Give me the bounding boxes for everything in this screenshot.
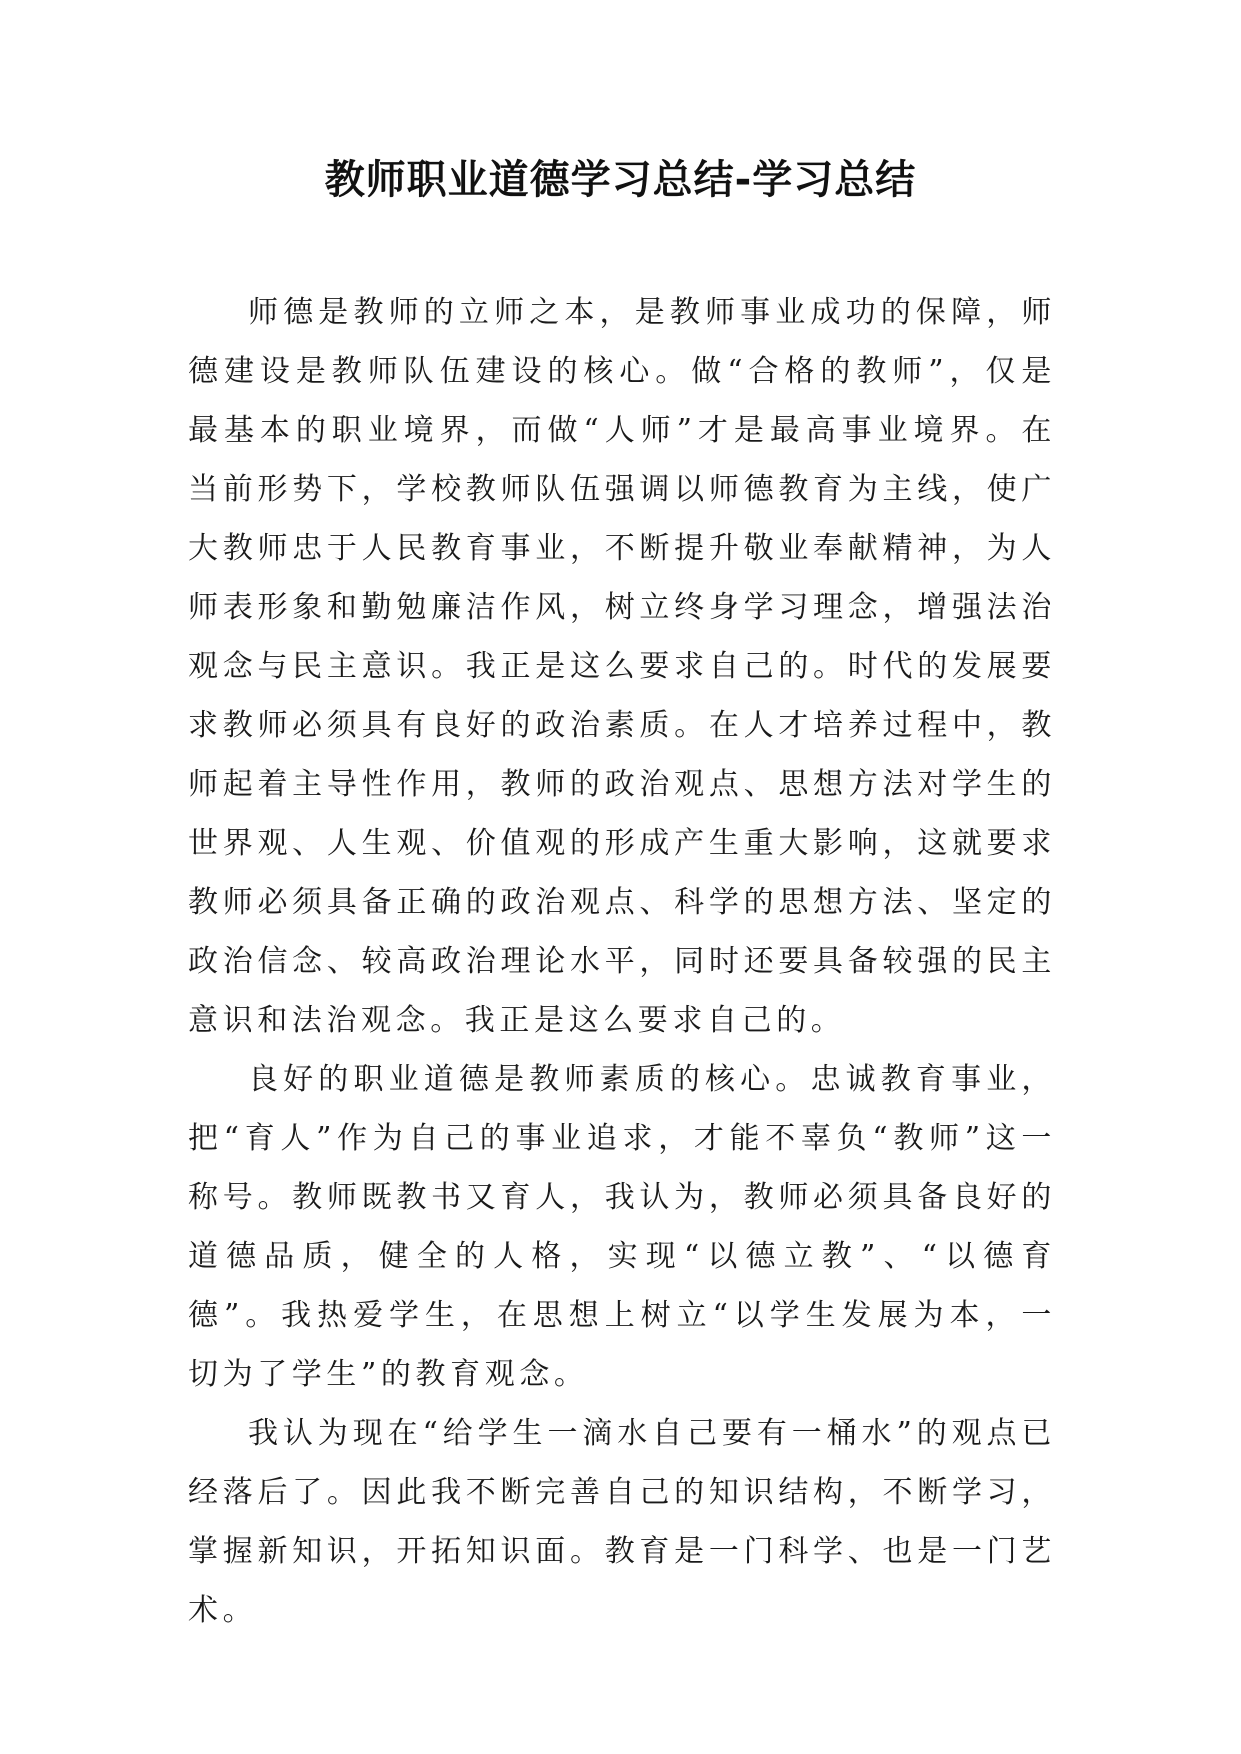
document-body — [188, 283, 1056, 1640]
body-paragraph-3: 我认为现在“给学生一滴水自己要有一桶水”的观点已经落后了。因此我不断完善自己的知识结构，不断学习，掌握新知识，开拓知识面。教育是一门科学、也是一门艺术。 — [188, 1416, 1056, 1628]
body-paragraph-2: 良好的职业道德是教师素质的核心。忠诚教育事业，把“育人”作为自己的事业追求，才能不辜负“教师”这一称号。教师既教书又育人，我认为，教师必须具备良好的道德品质，健全的人格，实现“以德立教”、“以德育德”。我热爱学生，在思想上树立“以学生发展为本，一切为了学生”的教育观念。 — [188, 1062, 1056, 1392]
document-title: 教师职业道德学习总结-学习总结 — [324, 157, 917, 203]
body-paragraph-1: 师德是教师的立师之本，是教师事业成功的保障，师德建设是教师队伍建设的核心。做“合格的教师”，仅是最基本的职业境界，而做“人师”才是最高事业境界。在当前形势下，学校教师队伍强调以师德教育为主线，使广大教师忠于人民教育事业，不断提升敬业奉献精神，为人师表形象和勤勉廉洁作风，树立终身学习理念，增强法治观念与民主意识。我正是这么要求自己的。时代的发展要求教师必须具有良好的政治素质。在人才培养过程中，教师起着主导性作用，教师的政治观点、思想方法对学生的世界观、人生观、价值观的形成产生重大影响，这就要求教师必须具备正确的政治观点、科学的思想方法、坚定的政治信念、较高政治理论水平，同时还要具备较强的民主意识和法治观念。我正是这么要求自己的。 — [188, 295, 1056, 1038]
